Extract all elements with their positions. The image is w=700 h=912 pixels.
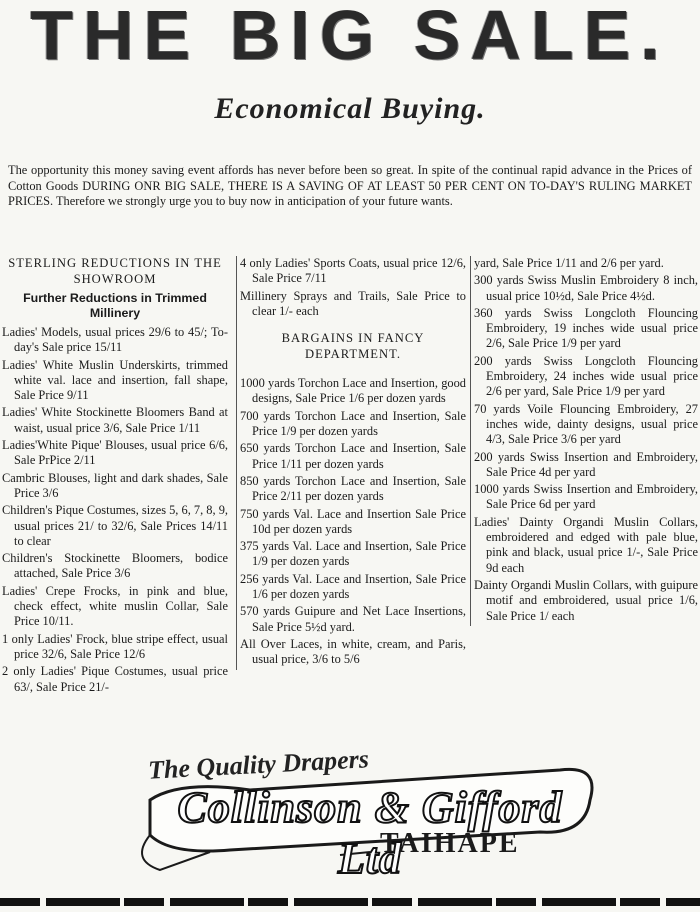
bottom-rule <box>0 898 700 906</box>
column-embroidery <box>470 256 698 626</box>
list-item: 650 yards Torchon Lace and Insertion, Sale Price 1/11 per dozen yards <box>240 441 466 471</box>
list-item: 375 yards Val. Lace and Insertion, Sale Price 1/9 per dozen yards <box>240 539 466 569</box>
list-item: 200 yards Swiss Longcloth Flouncing Embroidery, 24 inches wide usual price 2/6 per yard, Sale Price 1/9 per yard <box>474 353 698 399</box>
millinery-subheading: Further Reductions in Trimmed Millinery <box>23 291 207 320</box>
subhead: Economical Buying. <box>214 92 486 125</box>
list-item: Children's Stockinette Bloomers, bodice attached, Sale Price 3/6 <box>2 551 228 581</box>
list-item: 360 yards Swiss Longcloth Flouncing Embroidery, 19 inches wide usual price 2/6, Sale Price 1/9 per yard <box>474 305 698 351</box>
list-item: 70 yards Voile Flouncing Embroidery, 27 inches wide, dainty designs, usual price 4/3, Sale Price 3/6 per yard <box>474 401 698 447</box>
logo-tagline: The Quality Drapers <box>147 744 370 785</box>
showroom-heading: STERLING REDUCTIONS IN THE SHOWROOM <box>8 256 222 286</box>
list-item: 4 only Ladies' Sports Coats, usual price 12/6, Sale Price 7/11 <box>240 256 466 286</box>
list-item: 750 yards Val. Lace and Insertion Sale Price 10d per dozen yards <box>240 506 466 536</box>
list-item: 1000 yards Swiss Insertion and Embroidery, Sale Price 6d per yard <box>474 482 698 512</box>
list-item: Dainty Organdi Muslin Collars, with guipure motif and embroidered, usual price 1/6, Sale Price 1/ each <box>474 577 698 623</box>
list-item: Ladies' White Muslin Underskirts, trimmed white val. lace and insertion, fall shape, Sale Price 9/11 <box>2 357 228 403</box>
list-item: 1000 yards Torchon Lace and Insertion, good designs, Sale Price 1/6 per dozen yards <box>240 376 466 406</box>
list-item: 850 yards Torchon Lace and Insertion, Sale Price 2/11 per dozen yards <box>240 473 466 504</box>
list-item: Millinery Sprays and Trails, Sale Price to clear 1/- each <box>240 288 466 318</box>
list-item: 200 yards Swiss Insertion and Embroidery, Sale Price 4d per yard <box>474 449 698 479</box>
list-item: Ladies' White Stockinette Bloomers Band at waist, usual price 3/6, Sale Price 1/11 <box>2 405 228 435</box>
logo-town: TAIHAPE <box>380 828 520 859</box>
list-item: 570 yards Guipure and Net Lace Insertions, Sale Price 5½d yard. <box>240 604 466 634</box>
column-fancy-department <box>236 256 466 670</box>
list-item: Cambric Blouses, light and dark shades, Sale Price 3/6 <box>2 470 228 500</box>
list-item: Ladies'White Pique' Blouses, usual price 6/6, Sale PrPice 2/11 <box>2 438 228 468</box>
list-item: 300 yards Swiss Muslin Embroidery 8 inch, usual price 10½d, Sale Price 4½d. <box>474 273 698 303</box>
list-item: All Over Laces, in white, cream, and Paris, usual price, 3/6 to 5/6 <box>240 636 466 667</box>
list-item: 256 yards Val. Lace and Insertion, Sale Price 1/6 per dozen yards <box>240 571 466 602</box>
list-item: 2 only Ladies' Pique Costumes, usual price 63/, Sale Price 21/- <box>2 664 228 694</box>
headline: THE BIG SALE. <box>30 0 670 74</box>
list-item: 700 yards Torchon Lace and Insertion, Sale Price 1/9 per dozen yards <box>240 408 466 439</box>
logo-name: Collinson & Gifford Ltd <box>177 783 563 883</box>
intro-paragraph: The opportunity this money saving event affords has never before been so great. In spite of the continual rapid advance in the Prices of Cotton Goods DURING ONR BIG SALE, THERE IS A SAVING OF AT LEAST 50 PER CENT ON TO-DAY'S RULING MARKET PRICES. Therefore we strongly urge you to buy now in anticipation of your future wants. <box>8 163 692 208</box>
list-item: Ladies' Dainty Organdi Muslin Collars, embroidered and edged with pale blue, pink and black, usual price 1/-, Sale Price 9d each <box>474 514 698 575</box>
list-item: yard, Sale Price 1/11 and 2/6 per yard. <box>474 256 664 270</box>
fancy-department-heading: BARGAINS IN FANCY DEPARTMENT. <box>281 331 425 361</box>
list-item: Children's Pique Costumes, sizes 5, 6, 7, 8, 9, usual prices 21/ to 32/6, Sale Prices 14/11 to clear <box>2 503 228 548</box>
list-item: 1 only Ladies' Frock, blue stripe effect, usual price 32/6, Sale Price 12/6 <box>2 631 228 661</box>
column-showroom <box>2 256 228 697</box>
list-item: Ladies' Models, usual prices 29/6 to 45/; To-day's Sale price 15/11 <box>2 325 228 355</box>
list-item: Ladies' Crepe Frocks, in pink and blue, check effect, white muslin Collar, Sale Price 10/11. <box>2 583 228 629</box>
